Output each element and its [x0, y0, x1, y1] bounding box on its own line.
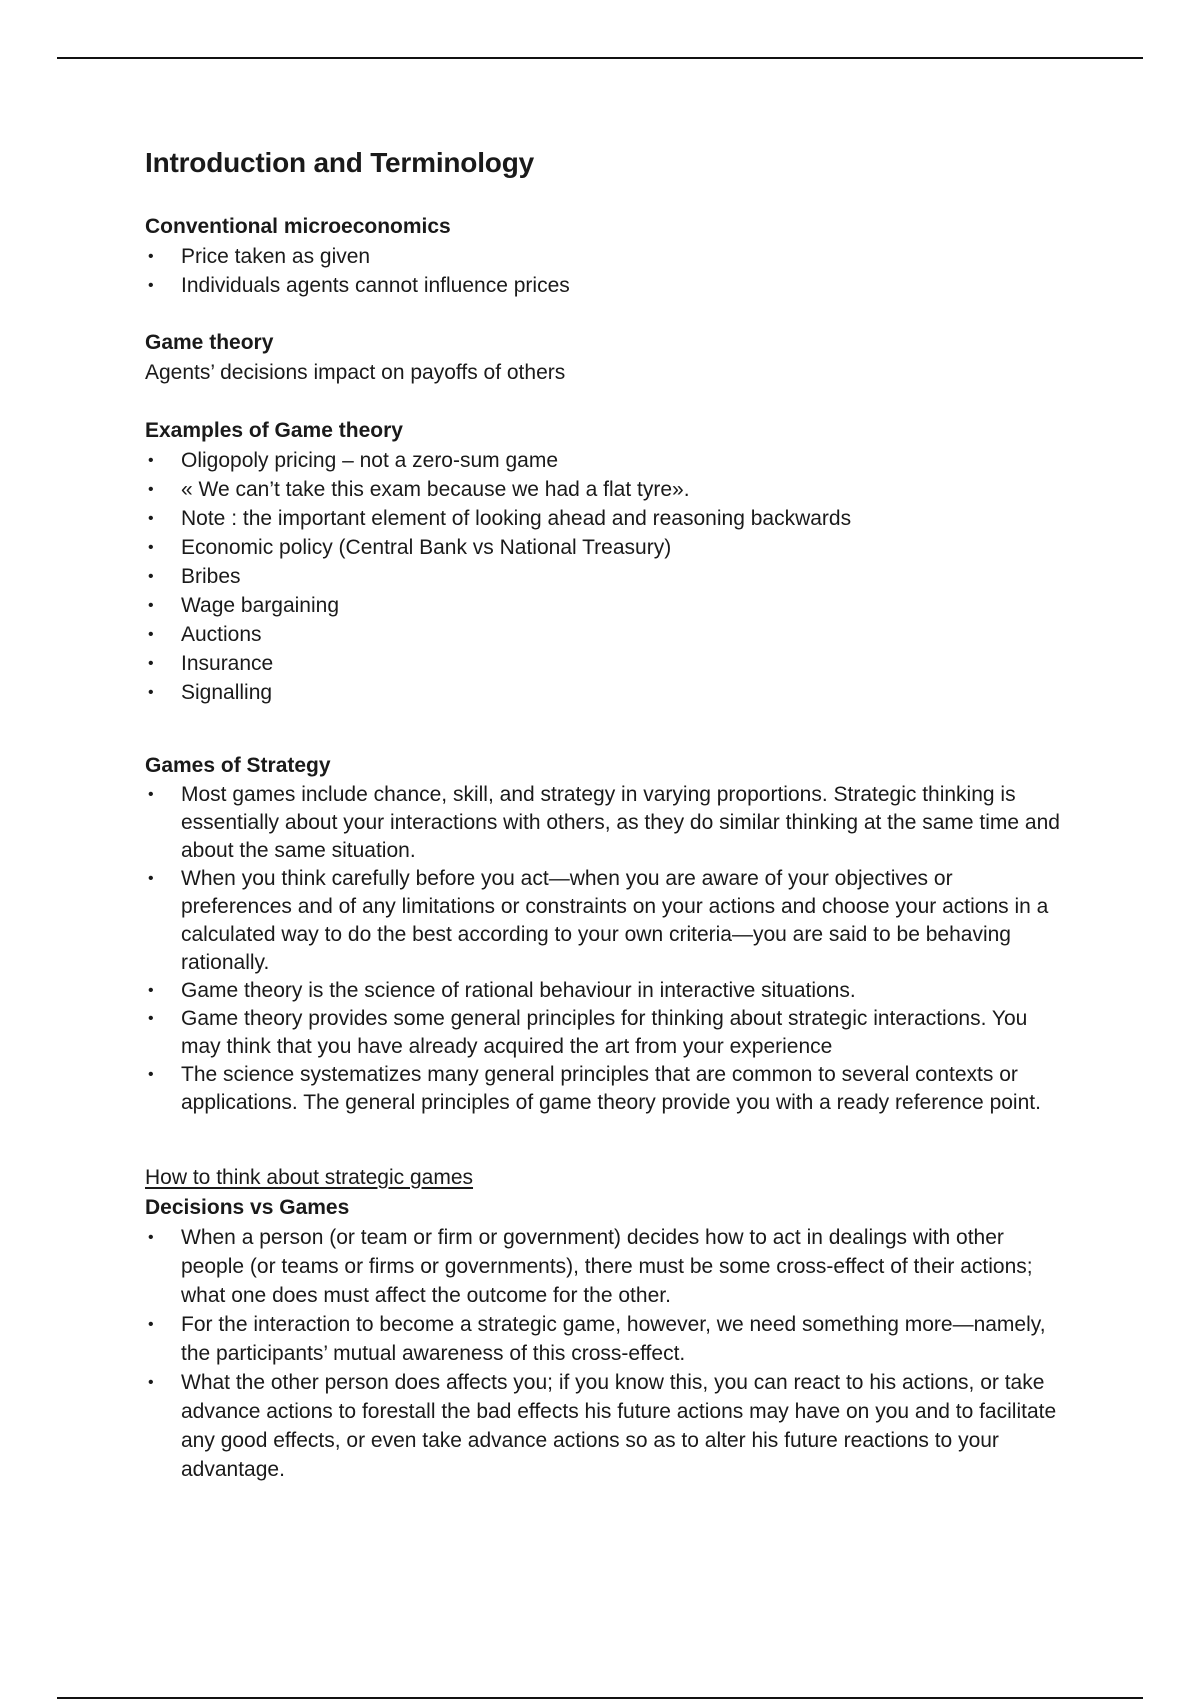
list-item: • Signalling: [145, 678, 1065, 707]
footer-rule: [57, 1697, 1143, 1699]
section-heading: Games of Strategy: [145, 753, 331, 777]
list-item: • Oligopoly pricing – not a zero-sum game: [145, 446, 1065, 475]
header-rule: [57, 57, 1143, 59]
bullet-list: [145, 781, 1065, 1117]
list-item: • For the interaction to become a strategic game, however, we need something more—namely, the participants’ mutual awareness of this cross-effect.: [145, 1310, 1065, 1368]
list-item: • « We can’t take this exam because we had a flat tyre».: [145, 475, 1065, 504]
list-item: • When you think carefully before you act—when you are aware of your objectives or preferences and of any limitations or constraints on your actions and choose your actions in a calculated way to do the best according to your own criteria—you are said to be behaving rationally.: [145, 865, 1065, 977]
subsection-underlined-heading: How to think about strategic games: [145, 1165, 474, 1189]
section-heading: Game theory: [145, 330, 274, 354]
list-item: • Individuals agents cannot influence prices: [145, 271, 1065, 300]
bullet-list: [145, 1223, 1065, 1484]
list-item: • Bribes: [145, 562, 1065, 591]
list-item: • Price taken as given: [145, 242, 1065, 271]
section-game-theory: [145, 328, 1065, 388]
bullet-list: [145, 242, 1065, 300]
list-item: • Wage bargaining: [145, 591, 1065, 620]
list-item: • Insurance: [145, 649, 1065, 678]
list-item: • What the other person does affects you; if you know this, you can react to his actions, or take advance actions to forestall the bad effects his future actions may have on you and to facilitate any good effects, or even take advance actions so as to alter his future reactions to your advantage.: [145, 1368, 1065, 1484]
section-examples-of-game-theory: [145, 416, 1065, 707]
list-item: • Note : the important element of looking ahead and reasoning backwards: [145, 504, 1065, 533]
bullet-list: [145, 446, 1065, 707]
section-heading: Examples of Game theory: [145, 418, 403, 442]
section-games-of-strategy: [145, 751, 1065, 1117]
list-item: • Auctions: [145, 620, 1065, 649]
list-item: • When a person (or team or firm or government) decides how to act in dealings with other people (or teams or firms or governments), there must be some cross-effect of their actions; what one does must affect the outcome for the other.: [145, 1223, 1065, 1310]
list-item: • Most games include chance, skill, and strategy in varying proportions. Strategic thinking is essentially about your interactions with others, as they do similar thinking at the same time and about the same situation.: [145, 781, 1065, 865]
section-heading: Decisions vs Games: [145, 1195, 350, 1219]
section-heading: Conventional microeconomics: [145, 214, 451, 238]
list-item: • The science systematizes many general principles that are common to several contexts or applications. The general principles of game theory provide you with a ready reference point.: [145, 1061, 1065, 1117]
section-conventional-microeconomics: [145, 212, 1065, 300]
list-item: • Game theory provides some general principles for thinking about strategic interactions. You may think that you have already acquired the art from your experience: [145, 1005, 1065, 1061]
document-body: [145, 146, 1065, 1484]
list-item: • Economic policy (Central Bank vs National Treasury): [145, 533, 1065, 562]
list-item: • Game theory is the science of rational behaviour in interactive situations.: [145, 977, 1065, 1005]
section-text: Agents’ decisions impact on payoffs of others: [145, 360, 566, 384]
section-how-to-think: [145, 1163, 1065, 1484]
page-title: Introduction and Terminology: [145, 147, 534, 178]
